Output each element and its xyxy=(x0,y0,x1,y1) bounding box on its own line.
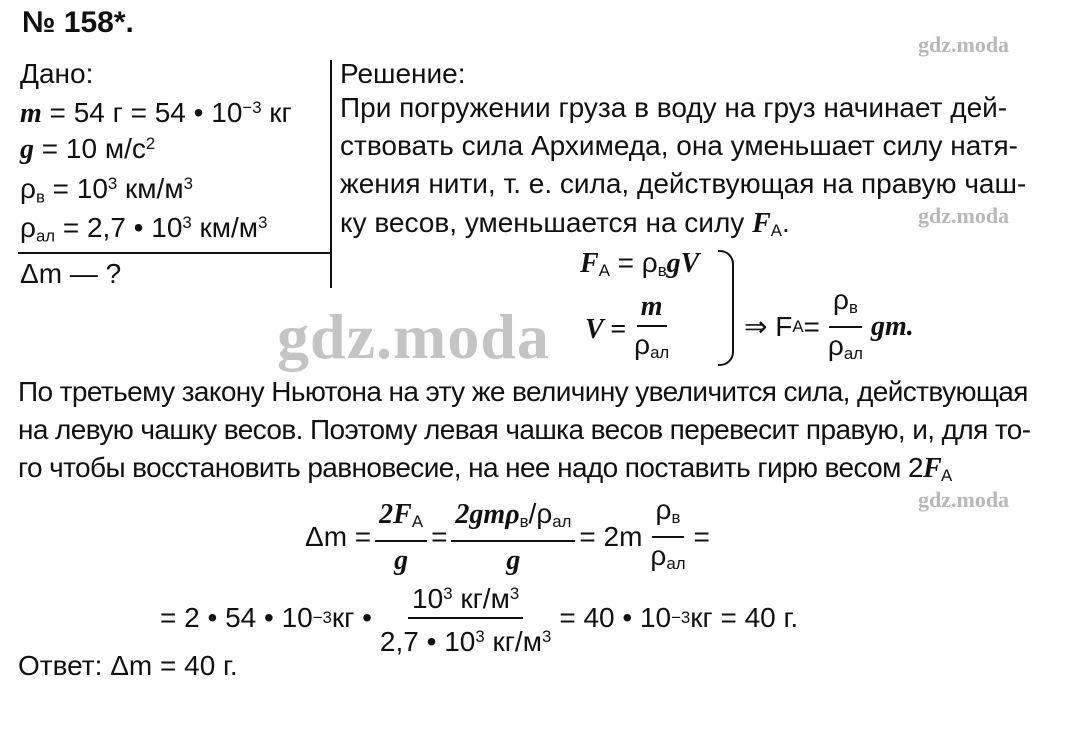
exponent: 3 xyxy=(541,627,552,647)
subscript: A xyxy=(792,317,804,337)
exponent: 3 xyxy=(475,627,485,647)
subscript: в xyxy=(657,261,667,281)
denominator: 2,7 • 10 xyxy=(379,626,476,658)
given-header: Дано: xyxy=(20,58,94,89)
text: = 2,7 • 10 xyxy=(55,212,183,244)
subscript: в xyxy=(35,187,45,207)
symbol: gV xyxy=(666,248,700,279)
text: = xyxy=(803,311,820,343)
watermark-small: gdz.moda xyxy=(918,487,1010,512)
fraction xyxy=(646,494,689,580)
text: . xyxy=(781,207,790,238)
subscript: в xyxy=(671,508,681,528)
watermark-small: gdz.moda xyxy=(918,203,1010,228)
fraction xyxy=(630,290,673,369)
exponent: −3 xyxy=(242,98,262,117)
answer: Ответ: Δm = 40 г. xyxy=(18,650,238,681)
fraction xyxy=(375,498,427,577)
equation-result-force xyxy=(744,284,914,370)
numerator: 2F xyxy=(379,498,412,530)
exponent: −3 xyxy=(671,608,691,628)
numerator: ρ xyxy=(655,494,672,525)
text: кг xyxy=(261,97,292,129)
solution-line xyxy=(340,207,790,247)
watermark-small: gdz.moda xyxy=(918,32,1010,57)
text: кг = 40 г. xyxy=(690,602,799,634)
given-solution-separator xyxy=(330,60,332,288)
symbol: V = xyxy=(585,313,627,345)
subscript: A xyxy=(411,511,424,531)
denominator: ρ xyxy=(650,540,667,572)
numerator: m xyxy=(640,291,663,322)
text: = 54 г = 54 • 10 xyxy=(41,97,243,129)
text: = 2 • 54 • 10 xyxy=(160,602,313,634)
symbol: ρ xyxy=(20,173,36,205)
text: км/м xyxy=(191,212,259,244)
text: = 10 xyxy=(44,173,108,205)
text: = ρ xyxy=(609,247,658,278)
subscript: A xyxy=(941,466,952,486)
fraction xyxy=(376,578,555,658)
solution-line: ствовать сила Архимеда, она уменьшает силу натя- xyxy=(340,130,1018,161)
equation-archimedes xyxy=(580,247,699,287)
implies-arrow: ⇒ F xyxy=(744,311,793,343)
symbol: F xyxy=(580,248,599,279)
subscript: в xyxy=(848,298,858,318)
exponent: 3 xyxy=(183,174,193,193)
subscript: ал xyxy=(650,343,670,363)
exponent: 3 xyxy=(443,584,453,603)
denominator: ρ xyxy=(634,329,651,360)
denominator: ρ xyxy=(827,330,844,362)
exponent: 3 xyxy=(182,213,192,232)
calculation-delta-m xyxy=(305,494,710,580)
denominator: g xyxy=(506,544,521,576)
solution-line xyxy=(18,452,952,492)
exponent: 3 xyxy=(107,174,118,193)
text: /ρ xyxy=(528,497,553,529)
symbol: gm. xyxy=(870,311,914,343)
symbol: F xyxy=(752,208,771,239)
subscript: ал xyxy=(843,344,863,364)
text: кг/м xyxy=(452,583,510,615)
text: = 40 • 10 xyxy=(559,602,672,634)
text: кг • xyxy=(331,602,372,634)
text: = xyxy=(693,521,710,553)
exponent: 3 xyxy=(258,213,268,232)
given-gravity xyxy=(20,128,155,166)
text: = xyxy=(431,521,448,553)
symbol: ρ xyxy=(20,212,36,244)
calculation-numeric xyxy=(160,578,798,658)
text: = 10 м/с xyxy=(34,133,146,165)
text: км/м xyxy=(117,173,184,205)
solution-header: Решение: xyxy=(340,58,466,89)
subscript: A xyxy=(770,221,782,241)
exponent: 2 xyxy=(145,134,156,153)
symbol: m xyxy=(20,98,42,130)
symbol: g xyxy=(20,134,34,166)
fraction xyxy=(451,498,575,577)
system-brace xyxy=(718,250,734,366)
subscript: ал xyxy=(552,511,572,531)
given-divider xyxy=(18,252,330,254)
unknown-quantity: Δm — ? xyxy=(20,258,122,289)
subscript: ал xyxy=(666,554,686,574)
solution-line: По третьему закону Ньютона на эту же величину увеличится сила, действующая xyxy=(18,376,1028,407)
solution-line: жения нити, т. е. сила, действующая на правую чаш- xyxy=(340,168,1027,199)
subscript: ал xyxy=(35,226,56,246)
exponent: 3 xyxy=(509,584,520,603)
text: = 2m xyxy=(579,521,643,553)
given-mass xyxy=(20,92,292,130)
denominator: g xyxy=(394,544,409,576)
numerator: 2gmρ xyxy=(455,498,520,530)
symbol: F xyxy=(922,453,942,484)
solution-line: При погружении груза в воду на груз начинает дей- xyxy=(340,92,1008,123)
solution-line: на левую чашку весов. Поэтому левая чашка весов перевесит правую, и, для то- xyxy=(18,414,1031,445)
fraction xyxy=(824,284,867,370)
numerator: 10 xyxy=(412,583,444,615)
given-rho-aluminium xyxy=(20,207,267,252)
text: кг/м xyxy=(484,626,542,658)
text: Δm = xyxy=(305,521,372,553)
subscript: в xyxy=(519,511,529,531)
problem-number: № 158*. xyxy=(22,6,134,39)
equation-volume xyxy=(585,290,677,369)
text: го чтобы восстановить равновесие, на нее надо поставить гирю весом 2 xyxy=(18,452,923,483)
subscript: A xyxy=(598,261,610,281)
watermark-large: gdz.moda xyxy=(277,301,550,372)
numerator: ρ xyxy=(833,284,849,315)
exponent: −3 xyxy=(312,608,332,628)
text: ку весов, уменьшается на силу xyxy=(340,207,753,238)
